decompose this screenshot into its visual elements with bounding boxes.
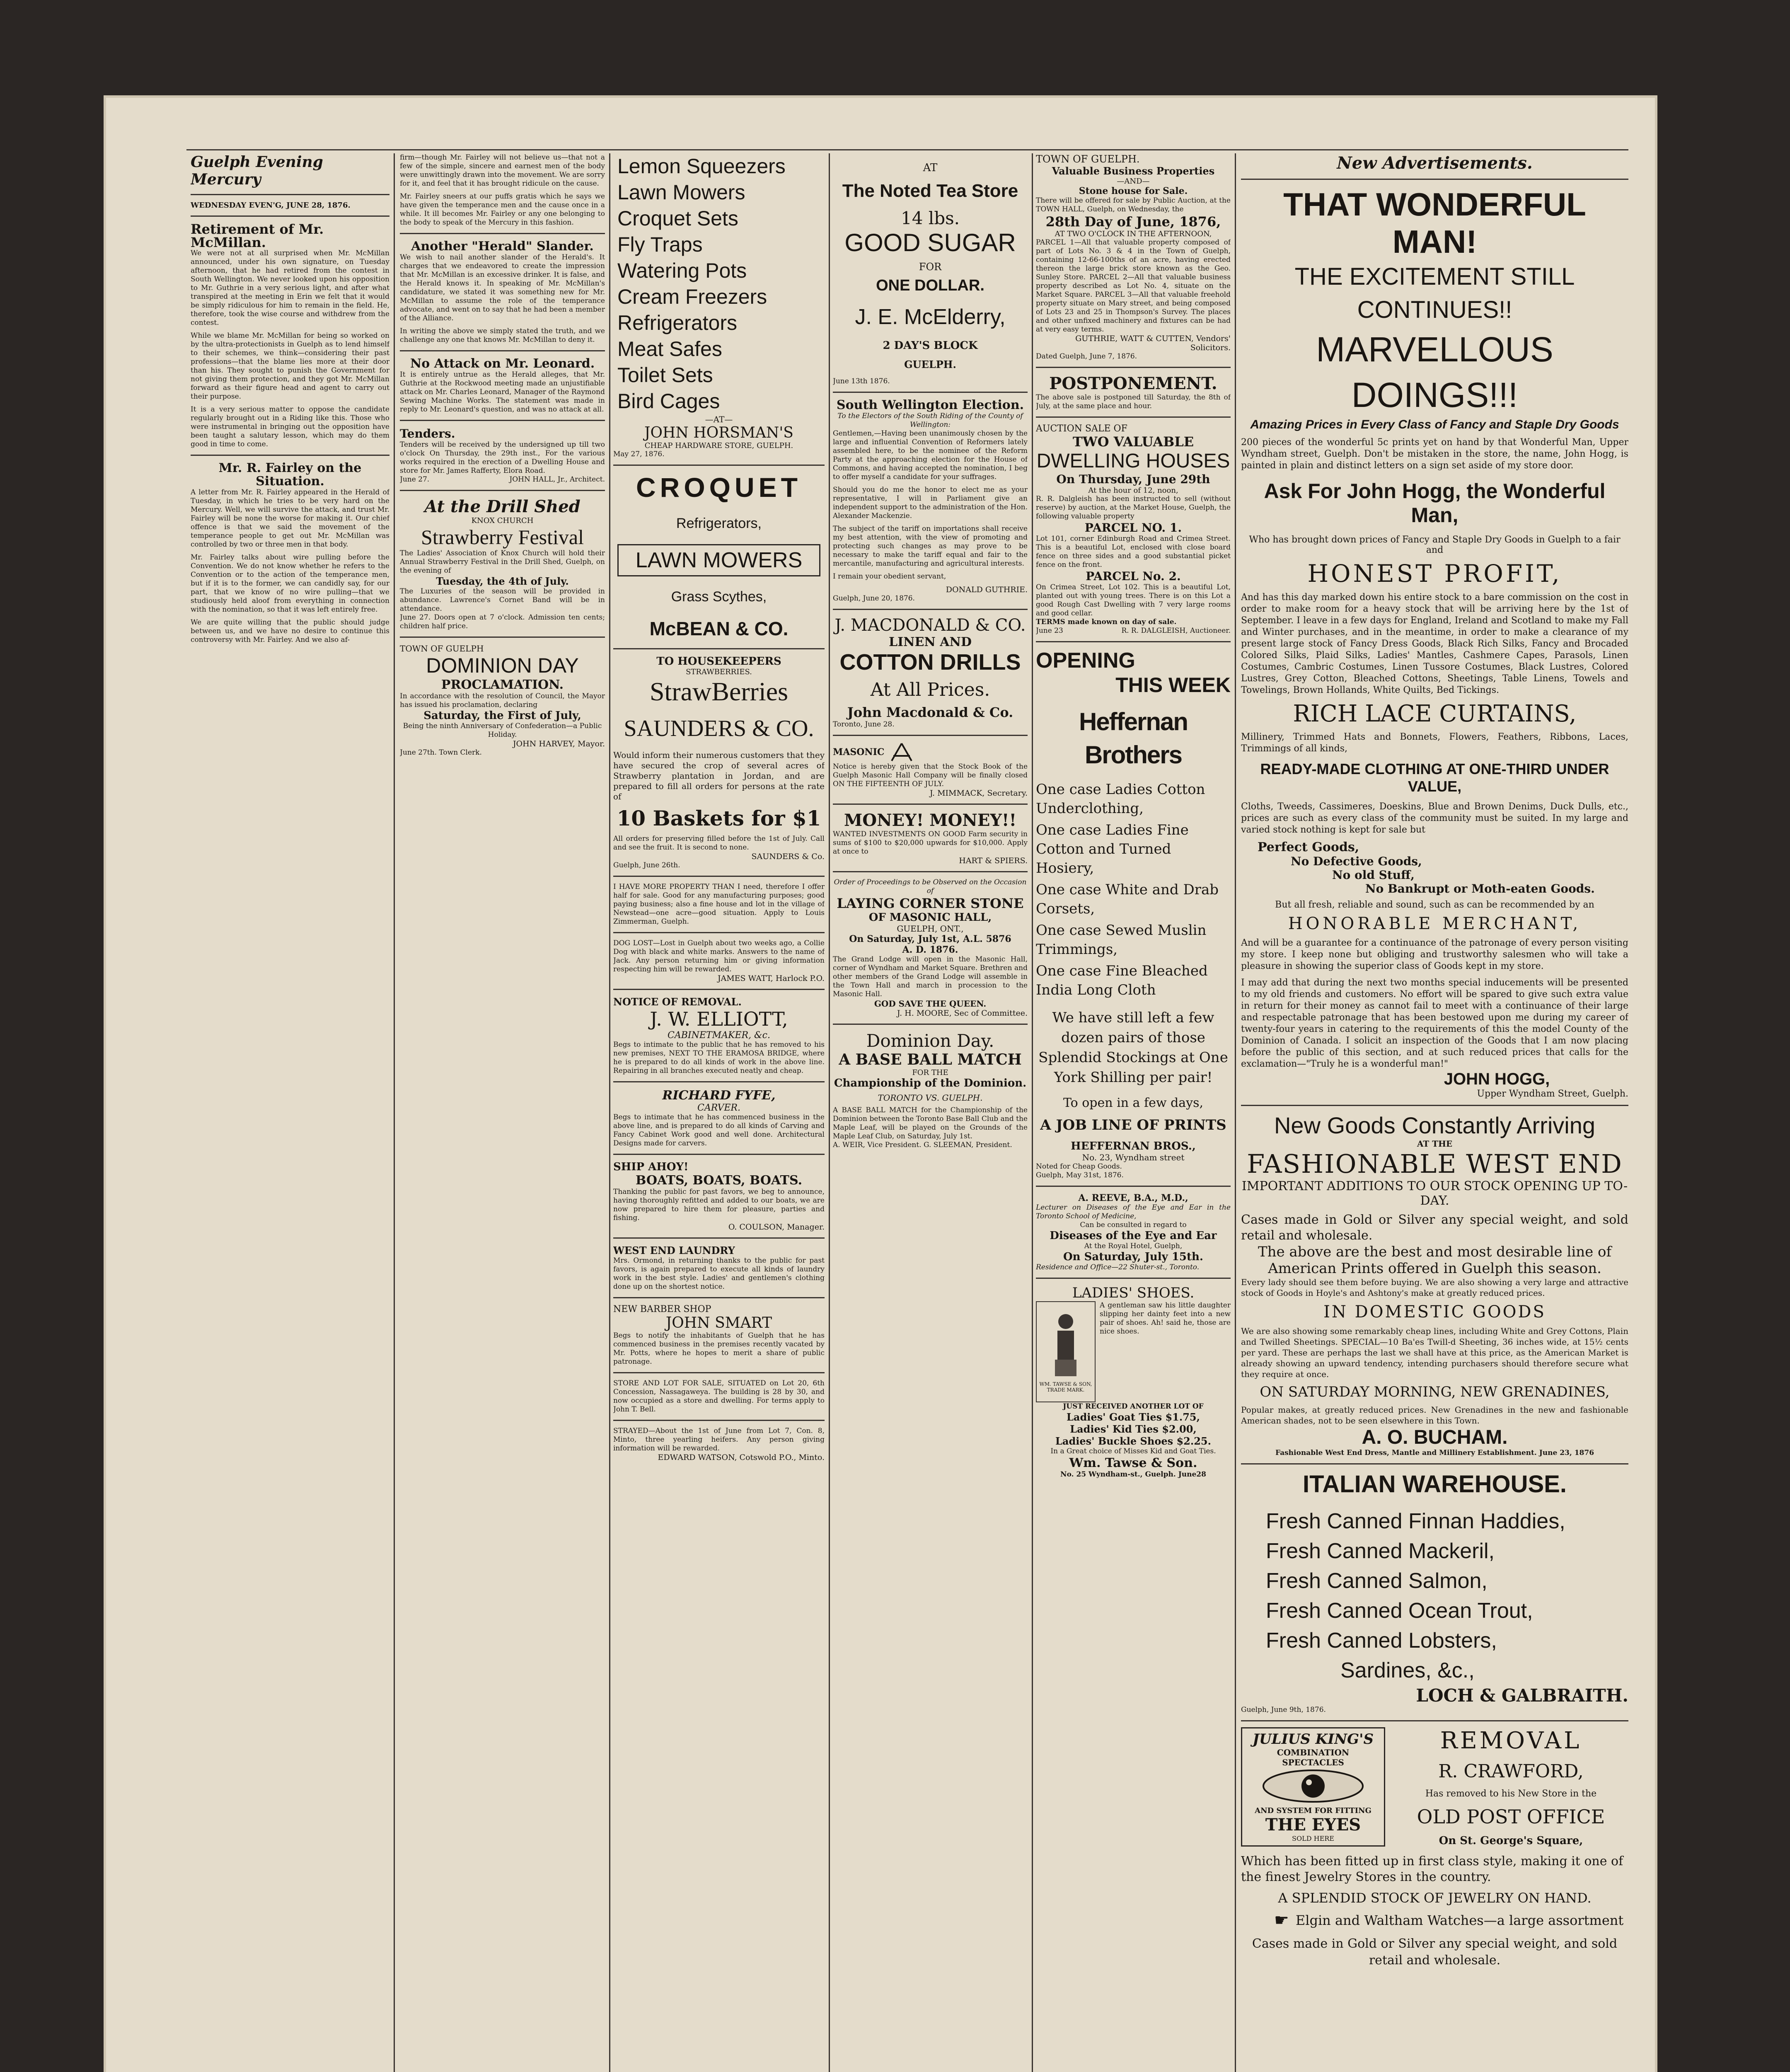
hardware-item: Toilet Sets [617, 363, 713, 387]
housekeepers-heading: TO HOUSEKEEPERS [656, 655, 781, 668]
spectacles-ad [1241, 1727, 1385, 1847]
tenders-body: Tenders will be received by the undersigned up till two o'clock On Thursday, the 29th inst., For the various works required in the erection of a Dwelling House and store for Mr. James Rafferty, Elora Road. [400, 441, 605, 475]
election-body [833, 429, 1028, 581]
article-leonard [400, 370, 605, 414]
sale-body-2: PARCEL 1—All that valuable property composed of part of Lots No. 3 & 4 in the Town of Guelph, containing 12-66-100ths of an acre, having erected thereon the large brick store known as the Geo. Sunley Store. PARCEL 2—All that valuable business property described as Lot No. 4, situate on the Market Square. PARCEL 3—All that valuable freehold property situate on Mary street, and being composed of Lots 23 and 25 in Thompson's Survey. The places and other unfixed machinery and fixtures can be had at very easy terms. [1036, 238, 1231, 334]
postponement-body: The above sale is postponed till Saturday, the 8th of July, at the same place and hour. [1036, 393, 1231, 410]
system-fitting: AND SYSTEM FOR FITTING [1255, 1806, 1372, 1815]
column-rule [609, 153, 610, 2072]
stockings-offer: We have still left a few dozen pairs of those Splendid Stockings at One York Shilling per pair! [1038, 1009, 1228, 1086]
paragraph: Gentlemen,—Having been unanimously chosen by the large and influential Convention of Reformers lately assembled here, to be the nominee of the Reform Party at the approaching election for the House of Commons, and having accepted the nomination, I beg to offer myself a candidate for your suffrages. [833, 429, 1028, 481]
auction-date: June 23 [1036, 627, 1063, 635]
two-valuable: TWO VALUABLE [1072, 434, 1194, 450]
festival-body-2: The Luxuries of the season will be provided in abundance. Lawrence's Cornet Band will be in attendance. [400, 587, 605, 613]
paragraph: It is entirely untrue as the Herald alleges, that Mr. Guthrie at the Rockwood meeting made an unjustifiable attack on Mr. Charles Leonard, Manager of the Raymond Sewing Machine Works. The statement was made in reply to Mr. Leonard's question, and was no attack at all. [400, 370, 605, 414]
dwelling-date: On Thursday, June 29th [1056, 472, 1210, 486]
headline-fairley: Mr. R. Fairley on the Situation. [218, 461, 362, 489]
goods-item: One case Fine Bleached India Long Cloth [1036, 963, 1208, 998]
grenadines-heading: ON SATURDAY MORNING, NEW GRENADINES, [1260, 1384, 1610, 1400]
loch-galbraith: LOCH & GALBRAITH. [1416, 1685, 1628, 1706]
paragraph: It is a very serious matter to oppose the candidate regularly brought out in a Riding like this. Those who were instrumental in bringing out the opposition have been taught a salutary lesson, which may do them good in time to come. [191, 405, 389, 448]
fyfe-name: RICHARD FYFE, [662, 1088, 776, 1103]
elgin-watches: Elgin and Waltham Watches—a large assortment [1295, 1912, 1624, 1928]
guelph-label: GUELPH. [904, 358, 956, 370]
knox-church: KNOX CHURCH [471, 516, 534, 525]
saunders-name: SAUNDERS & CO. [624, 716, 814, 741]
auction-sale-of: AUCTION SALE OF [1036, 424, 1127, 434]
dog-lost-ad: DOG LOST—Lost in Guelph about two weeks ago, a Collie Dog with black and white marks. Answers to the name of Jack. Any person returning him or giving information respecting him will be rewarded. [613, 939, 825, 973]
postponement-heading: POSTPONEMENT. [1049, 374, 1217, 393]
this-week-heading: THIS WEEK [1115, 673, 1231, 697]
sale-time: AT TWO O'CLOCK IN THE AFTERNOON, [1055, 230, 1212, 238]
shoes-body: A gentleman saw his little daughter slipping her dainty feet into a new pair of shoes. Ah! said he, those are nice shoes. [1100, 1301, 1231, 1336]
auctioneer-signature: R. R. DALGLEISH, Auctioneer. [1121, 627, 1231, 635]
macdonald-name-2: John Macdonald & Co. [847, 704, 1014, 720]
trade-mark-label: WM. TAWSE & SON, TRADE MARK. [1039, 1381, 1092, 1393]
fresh-reliable: But all fresh, reliable and sound, such as can be recommended by an [1275, 900, 1594, 910]
combination-spectacles: COMBINATION SPECTACLES [1277, 1748, 1350, 1767]
hardware-item: Cream Freezers [617, 285, 767, 308]
paragraph: In writing the above we simply stated the truth, and we challenge any one that knows Mr. McMillan to deny it. [400, 327, 605, 344]
quality-note: In a Great choice of Misses Kid and Goat Ties. [1050, 1447, 1216, 1455]
perfect-goods: Perfect Goods, [1258, 840, 1359, 854]
headline-slander: Another "Herald" Slander. [411, 239, 594, 254]
removal-notice: NOTICE OF REMOVAL. [613, 996, 742, 1008]
goods-item: One case Ladies Fine Cotton and Turned Hosiery, [1036, 822, 1189, 876]
parcel-2: PARCEL No. 2. [1086, 569, 1181, 583]
grass-scythes-label: Grass Scythes, [671, 589, 767, 605]
pointing-hand-icon: ☛ [1274, 1911, 1289, 1930]
order-of-proceedings: Order of Proceedings to be Observed on the Occasion of [834, 878, 1027, 895]
millinery: Millinery, Trimmed Hats and Bonnets, Flowers, Feathers, Ribbons, Laces, Trimmings of all kinds, [1241, 732, 1628, 754]
goods-list [1036, 780, 1231, 1000]
canned-item: Fresh Canned Mackeril, [1266, 1539, 1495, 1563]
macdonald-name: J. MACDONALD & CO. [835, 616, 1026, 635]
article-continued [400, 153, 605, 227]
hardware-item: Fly Traps [617, 233, 703, 256]
sale-date: 28th Day of June, 1876, [1045, 214, 1221, 230]
paragraph: Mr. Fairley sneers at our puffs gratis which he says we have given the temperance men and the cause once in a while. It ill becomes Mr. Fairley or any one belonging to the body to speak of the Mercury in this fashion. [400, 192, 605, 227]
just-received: JUST RECEIVED ANOTHER LOT OF [1063, 1402, 1204, 1411]
money-body: WANTED INVESTMENTS ON GOOD Farm security in sums of $100 to $20,000 upwards for $10,000. Apply at once to [833, 830, 1028, 856]
goods-item: One case White and Drab Corsets, [1036, 881, 1219, 917]
mcbean-name: McBEAN & CO. [649, 618, 789, 639]
canned-item: Fresh Canned Ocean Trout, [1266, 1599, 1533, 1623]
honorable-body: And will be a guarantee for a continuance of the patronage of every person visiting my store. I keep none but obliging and trustworthy salesmen who will take a pleasure in showing the superior class of Goods kept in my store. [1241, 938, 1628, 971]
hardware-item: Croquet Sets [617, 207, 738, 230]
goods-item: One case Ladies Cotton Underclothing, [1036, 781, 1205, 817]
festival-body: The Ladies' Association of Knox Church will hold their Annual Strawberry Festival in the Drill Shed, Guelph, on the evening of [400, 549, 605, 575]
election-date: Guelph, June 20, 1876. [833, 594, 915, 603]
hogg-name: JOHN HOGG, [1444, 1070, 1550, 1088]
proclamation-foot: June 27th. Town Clerk. [400, 748, 482, 757]
boats-body: Thanking the public for past favors, we beg to announce, having thoroughly refitted and added to our boats, we are now prepared to hire them for pleasure, parties and fishing. [613, 1188, 825, 1222]
column-rule [829, 153, 830, 2072]
and-divider: —AND— [1117, 177, 1150, 186]
macdonald-date: Toronto, June 28. [833, 720, 895, 729]
tea-lbs: 14 lbs. [900, 208, 960, 228]
column-rule [394, 153, 395, 2072]
tea-store-name: The Noted Tea Store [842, 181, 1018, 201]
parcel-1-body: Lot 101, corner Edinburgh Road and Crimea Street. This is a beautiful Lot, enclosed with close board fence on three sides and a good substantial picket fence on the front. [1036, 535, 1231, 569]
no-bankrupt: No Bankrupt or Moth-eaten Goods. [1365, 882, 1595, 896]
hardware-item: Lawn Mowers [617, 181, 745, 204]
hardware-item: Lemon Squeezers [617, 155, 786, 178]
square-compass-icon [889, 742, 914, 762]
at-the: AT THE [1417, 1139, 1453, 1149]
paragraph: We are quite willing that the public should judge between us, and we have no desire to continue this controversy with Mr. Fairley. And we also af- [191, 618, 389, 644]
column-4 [833, 153, 1028, 1150]
bucham-sub: Fashionable West End Dress, Mantle and Millinery Establishment. June 23, 1876 [1275, 1449, 1594, 1457]
opening-heading: OPENING [1036, 649, 1135, 673]
heffernan-heading: Heffernan Brothers [1079, 708, 1188, 769]
bucham-name: A. O. BUCHAM. [1362, 1426, 1508, 1448]
italian-warehouse: ITALIAN WAREHOUSE. [1303, 1471, 1567, 1498]
trade-mark-figure [1036, 1301, 1096, 1402]
canned-list [1241, 1506, 1628, 1685]
horsman-name: JOHN HORSMAN'S [644, 424, 793, 441]
ladies-shoes-heading: LADIES' SHOES. [1072, 1285, 1195, 1301]
reeve-eye: Diseases of the Eye and Ear [1050, 1230, 1217, 1242]
laying-ad: A. D. 1876. [902, 944, 958, 955]
reeve-body: Lecturer on Diseases of the Eye and Ear in the Toronto School of Medicine, [1036, 1203, 1231, 1220]
hardware-item: Watering Pots [617, 259, 747, 282]
domestic-body: We are also showing some remarkably cheap lines, including White and Grey Cottons, Plain and Twilled Sheetings. SPECIAL—10 Ba'es Twill-d Sheeting, 36 inches wide, at 15½ cents per yard. These are perhaps the last we shall have at this price, as the American Market is already showing an upward tendency, intending purchasers should therefore secure what they require at once. [1241, 1326, 1628, 1379]
dominion-day-heading: Dominion Day. [866, 1031, 994, 1051]
drill-shed-heading: At the Drill Shed [424, 497, 581, 516]
strawberries-heading: StrawBerries [649, 677, 789, 706]
saunders-body: Would inform their numerous customers that they have secured the crop of several acres of Strawberry plantation in Jordan, and are prepared to fill all orders for persons at the rate of [613, 750, 825, 801]
fyfe-body: Begs to intimate that he has commenced business in the above line, and is prepared to do all kinds of Carving and Fancy Cabinet Work good and well done. Architectural Designs made for carvers. [613, 1113, 825, 1147]
masonic-hall: OF MASONIC HALL, [868, 911, 992, 924]
cloths: Cloths, Tweeds, Cassimeres, Doeskins, Blue and Brown Denims, Duck Dulls, etc., prices are such as every class of the community must be suited. In my large and varied stock nothing is kept for sale but [1241, 801, 1628, 835]
paragraph: Should you do me the honor to elect me as your representative, I will in Parliament give an independent support to the administration of the Hon. Alexander Mackenzie. [833, 486, 1028, 520]
tenders-title: Tenders. [400, 427, 455, 441]
canned-item: Fresh Canned Finnan Haddies, [1266, 1509, 1565, 1533]
ask-for-hogg: Ask For John Hogg, the Wonderful Man, [1264, 479, 1606, 527]
god-save-the-queen: GOD SAVE THE QUEEN. [874, 999, 987, 1009]
perfect-goods-list [1241, 840, 1628, 896]
masonic-heading: MASONIC [833, 747, 885, 758]
hogg-address: Upper Wyndham Street, Guelph. [1477, 1089, 1628, 1099]
baskets-offer: 10 Baskets for $1 [617, 806, 821, 830]
tawse-address: No. 25 Wyndham-st., Guelph. June28 [1060, 1470, 1206, 1479]
dwelling-hour: At the hour of 12, noon, [1088, 486, 1178, 495]
important-additions: IMPORTANT ADDITIONS TO OUR STOCK OPENING UP TO-DAY. [1241, 1179, 1628, 1208]
buckle-shoes: Ladies' Buckle Shoes $2.25. [1055, 1435, 1211, 1447]
election-sub: To the Electors of the South Riding of the County of Wellington: [837, 412, 1023, 429]
store-sale-ad: STORE AND LOT FOR SALE, SITUATED on Lot 20, 6th Concession, Nassagaweya. The building is 28 by 30, and now occupied as a store and dwelling. For terms apply to John T. Bell. [613, 1379, 825, 1414]
good-sugar: GOOD SUGAR [844, 229, 1016, 257]
election-heading: South Wellington Election. [836, 398, 1024, 412]
base-ball-signatures: A. WEIR, Vice President. G. SLEEMAN, President. [833, 1141, 1012, 1149]
money-heading: MONEY! MONEY!! [844, 811, 1017, 830]
noted-for: Noted for Cheap Goods. [1036, 1162, 1122, 1171]
stone-house: Stone house for Sale. [1079, 186, 1188, 196]
new-advertisements: New Advertisements. [1337, 153, 1533, 173]
elliott-trade: CABINETMAKER, &c. [668, 1030, 770, 1041]
dominion-day-title: DOMINION DAY [426, 654, 579, 677]
town-of-guelph-2: TOWN OF GUELPH. [1036, 153, 1140, 165]
column-1 [191, 153, 389, 649]
festival-title: Strawberry Festival [421, 525, 584, 549]
laying-signature: J. H. MOORE, Sec of Committee. [897, 1009, 1028, 1018]
dwelling-body: R. R. Dalgleish has been instructed to sell (without reserve) by auction, at the Market House, Guelph, the following valuable property [1036, 495, 1231, 520]
sold-here: SOLD HERE [1292, 1835, 1334, 1842]
removal-heading: REMOVAL [1440, 1727, 1582, 1754]
honest-profit: HONEST PROFIT, [1307, 559, 1562, 588]
ask-sub: Who has brought down prices of Fancy and Staple Dry Goods in Guelph to a fair and [1249, 535, 1621, 555]
article-retirement [191, 249, 389, 449]
guelph-ont: GUELPH, ONT., [897, 924, 964, 934]
lawn-mowers-box: LAWN MOWERS [617, 544, 820, 576]
paragraph: While we blame Mr. McMillan for being so worked on by the ultra-protectionists in Guelph as to lend himself to their schemes, we think—considering their past professions—that the blame lies more at their door than his. They sought to punish the Government for not giving them protection, and they got Mr. McMillan forward as their figure head and agent to carry out their purpose. [191, 332, 389, 401]
heffernan-bros: HEFFERNAN BROS., [1071, 1140, 1196, 1152]
parcel-2-body: On Crimea Street, Lot 102. This is a beautiful Lot, planted out with young trees. There is on this Lot a good Rough Cast Dwelling with 7 very large rooms and good cellar. [1036, 583, 1231, 617]
hardware-item: Refrigerators [617, 311, 737, 334]
laundry-heading: WEST END LAUNDRY [613, 1244, 735, 1256]
goat-ties: Ladies' Goat Ties $1.75, [1067, 1411, 1200, 1423]
dwelling-houses: DWELLING HOUSES [1036, 450, 1230, 472]
canned-item: Fresh Canned Salmon, [1266, 1569, 1488, 1593]
tea-date: June 13th 1876. [833, 377, 890, 385]
paragraph: I remain your obedient servant, [833, 572, 946, 581]
wonderful-heading: THAT WONDERFUL MAN! [1283, 186, 1586, 260]
marvellous-heading: MARVELLOUS DOINGS!!! [1316, 330, 1553, 414]
croquet-heading: CROQUET [636, 472, 802, 503]
new-goods-heading: New Goods Constantly Arriving [1274, 1112, 1595, 1138]
masthead-title: Guelph Evening Mercury [191, 153, 323, 188]
removed-to: Has removed to his New Store in the [1425, 1789, 1597, 1799]
honest-body: And has this day marked down his entire stock to a bare commission on the cost in order to make room for a heavy stock that will be arriving here by the 1st of September. I leave in a few days for England, Ireland and Scotland to make my Fall and Winter purchases, and in the meantime, in order to make a clearance of my present large stock of Fancy Dress Goods, Black Rich Silks, Fancy and Brocaded Colored Silks, Plaid Silks, Ladies' Mantles, Cashmere Capes, Parasols, Linen Costumes, Cambric Costumes, Linen Tussore Costumes, Black Lustres, Colored Lustres, Grey Cotton, Bleached Cottons, Sheetings, Table Linens, Towels and Towelings, Brown Hollands, White Quilts, Bed Tickings. [1241, 592, 1628, 695]
cases-prints: Cases made in Gold or Silver any special weight, and sold retail and wholesale. [1241, 1213, 1628, 1243]
cotton-drills: COTTON DRILLS [839, 650, 1021, 675]
boats-signature: O. COULSON, Manager. [728, 1222, 825, 1232]
ready-made: READY-MADE CLOTHING AT ONE-THIRD UNDER VALUE, [1260, 760, 1609, 795]
rich-lace: RICH LACE CURTAINS, [1293, 700, 1577, 727]
sale-body: There will be offered for sale by Public Auction, at the TOWN HALL, Guelph, on Wednesday, the [1036, 196, 1231, 213]
hogg-add: I may add that during the next two months special inducements will be presented to my old friends and customers. No effort will be spared to give such extra value in return for their money as cannot fail to meet with a continuance of their large and respectable patronage that has been bestowed upon me during my career of twenty-four years in catering to the requirements of this the model County of the Dominion of Canada. I solicit an inspection of the Goods that I am now placing before the public of this section, and at such reduced prices that calls for the exclamation—"Truly he is a wonderful man!" [1241, 978, 1628, 1069]
reeve-at: At the Royal Hotel, Guelph, [1084, 1242, 1183, 1250]
headline-leonard: No Attack on Mr. Leonard. [410, 356, 595, 371]
days-block: 2 DAY'S BLOCK [883, 339, 978, 352]
dog-lost-signature: JAMES WATT, Harlock P.O. [717, 974, 825, 983]
laying-corner-stone: LAYING CORNER STONE [837, 896, 1024, 911]
sardines-item: Sardines, &c., [1340, 1658, 1475, 1682]
fyfe-trade: CARVER. [697, 1103, 740, 1113]
strawberries-small: STRAWBERRIES. [686, 668, 752, 676]
strayed-ad: STRAYED—About the 1st of June from Lot 7, Con. 8, Minto, three yearling heifers. Any person giving information will be rewarded. [613, 1427, 825, 1452]
hardware-item: Bird Cages [617, 390, 720, 413]
heffernan-address: No. 23, Wyndham street [1082, 1152, 1185, 1162]
parcel-1: PARCEL NO. 1. [1084, 521, 1182, 535]
column-2 [400, 153, 605, 757]
hardware-item: Meat Safes [617, 337, 722, 361]
laundry-body: Mrs. Ormond, in returning thanks to the public for past favors, is again prepared to execute all kinds of laundry work in the best style. Ladies' and gentlemen's clothing done up on the shortest notice. [613, 1256, 825, 1291]
domestic-goods: IN DOMESTIC GOODS [1323, 1302, 1546, 1322]
saunders-body-2: All orders for preserving filled before the 1st of July. Call and see the fruit. It is second to none. [613, 835, 825, 852]
reeve-date: On Saturday, July 15th. [1063, 1251, 1203, 1263]
goods-item: One case Sewed Muslin Trimmings, [1036, 922, 1207, 958]
horsman-sub: CHEAP HARDWARE STORE, GUELPH. [644, 441, 793, 450]
tea-at: AT [923, 162, 938, 174]
proclamation-signature: JOHN HARVEY, Mayor. [513, 739, 605, 748]
barber-heading: NEW BARBER SHOP [613, 1304, 711, 1314]
newspaper-page [104, 95, 1657, 2072]
column-5 [1036, 153, 1231, 1479]
strayed-signature: EDWARD WATSON, Cotswold P.O., Minto. [658, 1453, 825, 1462]
cases-gold-silver: Cases made in Gold or Silver any special weight, and sold retail and wholesale. [1252, 1936, 1618, 1968]
masthead-date: WEDNESDAY EVEN'G, JUNE 28, 1876. [191, 201, 351, 210]
proclamation-title: PROCLAMATION. [441, 678, 564, 692]
reeve-consult: Can be consulted in regard to [1080, 1221, 1187, 1229]
loch-date: Guelph, June 9th, 1876. [1241, 1706, 1326, 1714]
smart-body: Begs to notify the inhabitants of Guelph that he has commenced business in the premises recently vacated by Mr. Potts, where he hopes to merit a share of public patronage. [613, 1331, 825, 1366]
paragraph: A letter from Mr. R. Fairley appeared in the Herald of Tuesday, in which he tries to be very hard on the Mercury. Well, we will survive the attack, and trust Mr. Fairley will be none the worse for making it. Our chief offence is that we said the movement of the temperance people to get out Mr. McMillan was controlled by two or three men in that body. [191, 488, 389, 549]
best-body: Every lady should see them before buying. We are also showing a very large and attractive stock of Goods in Hoyle's and Ashtony's make at greatly reduced prices. [1241, 1277, 1628, 1298]
laying-body: The Grand Lodge will open in the Masonic Hall, corner of Wyndham and Market Square. Brethren and other members of the Grand Lodge will assemble in the Town Hall and march in procession to the Masonic Hall. [833, 955, 1028, 998]
proclamation-body-2: Being the ninth Anniversary of Confederation—a Public Holiday. [403, 722, 602, 739]
masonic-signature: J. MIMMACK, Secretary. [929, 789, 1028, 798]
st-georges-square: On St. George's Square, [1439, 1835, 1583, 1847]
masonic-body: Notice is hereby given that the Stock Book of the Guelph Masonic Hall Company will be finally closed ON THE FIFTEENTH OF JULY. [833, 762, 1028, 788]
job-line-prints: A JOB LINE OF PRINTS [1040, 1117, 1226, 1133]
column-3 [613, 153, 825, 1462]
old-post-office: OLD POST OFFICE [1417, 1806, 1605, 1828]
saunders-date: Guelph, June 26th. [613, 861, 680, 869]
toronto-vs-guelph: TORONTO VS. GUELPH. [878, 1093, 983, 1103]
proclamation-body: In accordance with the resolution of Council, the Mayor has issued his proclamation, declaring [400, 692, 605, 709]
top-rule [186, 149, 1628, 150]
terms: TERMS made known on day of sale. [1036, 618, 1177, 626]
laying-date: On Saturday, July 1st, A.L. 5876 [849, 934, 1011, 944]
festival-foot: June 27. Doors open at 7 o'clock. Admission ten cents; children half price. [400, 613, 605, 630]
fashionable-west-end: FASHIONABLE WEST END [1247, 1149, 1623, 1179]
heffernan-date: Guelph, May 31st, 1876. [1036, 1171, 1124, 1179]
tenders-signature: JOHN HALL, Jr., Architect. [509, 475, 605, 484]
eye-icon [1259, 1767, 1367, 1805]
horsman-date: May 27, 1876. [613, 450, 665, 458]
column-6 [1241, 153, 1628, 1969]
boats-heading: BOATS, BOATS, BOATS. [635, 1173, 803, 1188]
base-ball-heading: A BASE BALL MATCH [839, 1051, 1022, 1068]
excitement-heading: THE EXCITEMENT STILL CONTINUES!! [1294, 263, 1575, 323]
column-rule [1235, 153, 1236, 2072]
amazing-prices: Amazing Prices in Every Class of Fancy and Staple Dry Goods [1250, 418, 1619, 431]
no-old-stuff: No old Stuff, [1332, 868, 1415, 882]
festival-date: Tuesday, the 4th of July. [436, 575, 569, 587]
saunders-signature: SAUNDERS & Co. [751, 852, 825, 861]
one-dollar: ONE DOLLAR. [876, 277, 984, 294]
paragraph: The subject of the tariff on importations shall receive my best attention, with the view of promoting and protecting such changes as may prove to be necessary to make the tariff equal and fair to the mercantile, manufacturing and agricultural interests. [833, 525, 1028, 568]
base-ball-body: A BASE BALL MATCH for the Championship of the Dominion between the Toronto Base Ball Club and the Maple Leaf, will be played on the Grounds of the Maple Leaf Club, on Saturday, July 1st. [833, 1106, 1028, 1140]
town-of-guelph: TOWN OF GUELPH [400, 644, 484, 654]
property-ad: I HAVE MORE PROPERTY THAN I need, therefore I offer half for sale. Good for any manufacturing purposes; good paying business; also a fine house and lot in the village of Newstead—one acre—good situation. Apply to Louis Zimmerman, Guelph. [613, 883, 825, 926]
hogg-intro: 200 pieces of the wonderful 5c prints yet on hand by that Wonderful Man, Upper Wyndham street, Guelph. Don't be mistaken in the store, the name, John Hogg, is painted in plain and distinct letters on a sign set aside of my store door. [1241, 437, 1628, 471]
paragraph: We wish to nail another slander of the Herald's. It charges that we endeavored to create the impression that Mr. McMillan is an excessive drinker. It is false, and the Herald knows it. In speaking of Mr. McMillan's candidature, we stated it was something new for Mr. McMillan to assume the role of the temperance advocate, and went on to say that he had been a member of the Alliance. [400, 253, 605, 322]
sale-signature: GUTHRIE, WATT & CUTTEN, Vendors' Solicitors. [1075, 334, 1231, 352]
tea-for: FOR [919, 261, 942, 273]
tawse-name: Wm. Tawse & Son. [1069, 1456, 1197, 1470]
reeve-name: A. REEVE, B.A., M.D., [1078, 1193, 1188, 1203]
article-fairley [191, 488, 389, 644]
valuable-properties: Valuable Business Properties [1052, 165, 1215, 177]
elliott-body: Begs to intimate to the public that he has removed to his new premises, NEXT TO THE ERAMOSA BRIDGE, where he is prepared to do all kinds of work in the above line. Repairing in all branches executed neatly and cheap. [613, 1041, 825, 1075]
refrigerators-label: Refrigerators, [676, 516, 762, 531]
mcelderry-name: J. E. McElderry, [855, 305, 1006, 329]
grenadines-body: Popular makes, at greatly reduced prices. New Grenadines in the new and fashionable American shades, not to be seen elsewhere in this Town. [1241, 1405, 1628, 1426]
kid-ties: Ladies' Kid Ties $2.00, [1070, 1423, 1197, 1435]
splendid-stock: A SPLENDID STOCK OF JEWELRY ON HAND. [1278, 1890, 1592, 1906]
julius-king: JULIUS KING'S [1252, 1731, 1374, 1748]
money-signature: HART & SPIERS. [959, 856, 1028, 865]
championship: Championship of the Dominion. [834, 1077, 1027, 1089]
shoemaker-figure-icon [1045, 1311, 1086, 1381]
election-signature: DONALD GUTHRIE. [946, 585, 1028, 594]
fitted-up: Which has been fitted up in first class style, making it one of the finest Jewelry Stores in the country. [1241, 1854, 1623, 1884]
paragraph: firm—though Mr. Fairley will not believe us—that not a few of the simple, sincere and earnest men of the body were unwittingly drawn into the movement. We are sorry for it, and feel that it has brought ridicule on the cause. [400, 153, 605, 188]
no-defective: No Defective Goods, [1291, 854, 1422, 868]
at-label: —AT— [705, 414, 733, 424]
article-slander [400, 253, 605, 344]
headline-retirement: Retirement of Mr. McMillan. [191, 221, 324, 250]
crawford-name: R. CRAWFORD, [1438, 1761, 1584, 1782]
linen-and: LINEN AND [889, 635, 972, 649]
best-prints: The above are the best and most desirable line of American Prints offered in Guelph this season. [1258, 1244, 1612, 1277]
hardware-list [613, 153, 825, 414]
sale-dated: Dated Guelph, June 7, 1876. [1036, 352, 1137, 361]
for-the: FOR THE [912, 1068, 948, 1077]
honorable-merchant: HONORABLE MERCHANT, [1288, 914, 1582, 933]
all-prices: At All Prices. [870, 679, 990, 700]
proclamation-date: Saturday, the First of July, [423, 709, 581, 722]
paragraph: Mr. Fairley talks about wire pulling before the Convention. We do not know whether he refers to the Convention or to the action of the temperance men, but if it is to the former, we can candidly say, for our part, that we know of no wire pulling—that we studiously held aloof from everything in connection with the nomination, so that it was left entirely free. [191, 553, 389, 614]
column-rule [1032, 153, 1033, 2072]
smart-name: JOHN SMART [665, 1314, 772, 1331]
canned-item: Fresh Canned Lobsters, [1266, 1629, 1497, 1653]
reeve-residence: Residence and Office—22 Shuter-st., Toronto. [1036, 1263, 1200, 1271]
ship-ahoy: SHIP AHOY! [613, 1161, 689, 1173]
elliott-name: J. W. ELLIOTT, [650, 1008, 788, 1030]
paragraph: We were not at all surprised when Mr. McMillan announced, under his own signature, on Tuesday afternoon, that he had retired from the contest in South Wellington. We never looked upon his opposition to Mr. Guthrie in a very serious light, and after what transpired at the meeting in Erin we felt that it would be simply ridiculous for him to remain in the field. He, therefore, took the wise course and withdrew from the contest. [191, 249, 389, 327]
the-eyes: THE EYES [1265, 1815, 1361, 1835]
open-days: To open in a few days, [1063, 1096, 1204, 1110]
tenders-date: June 27. [400, 475, 430, 484]
